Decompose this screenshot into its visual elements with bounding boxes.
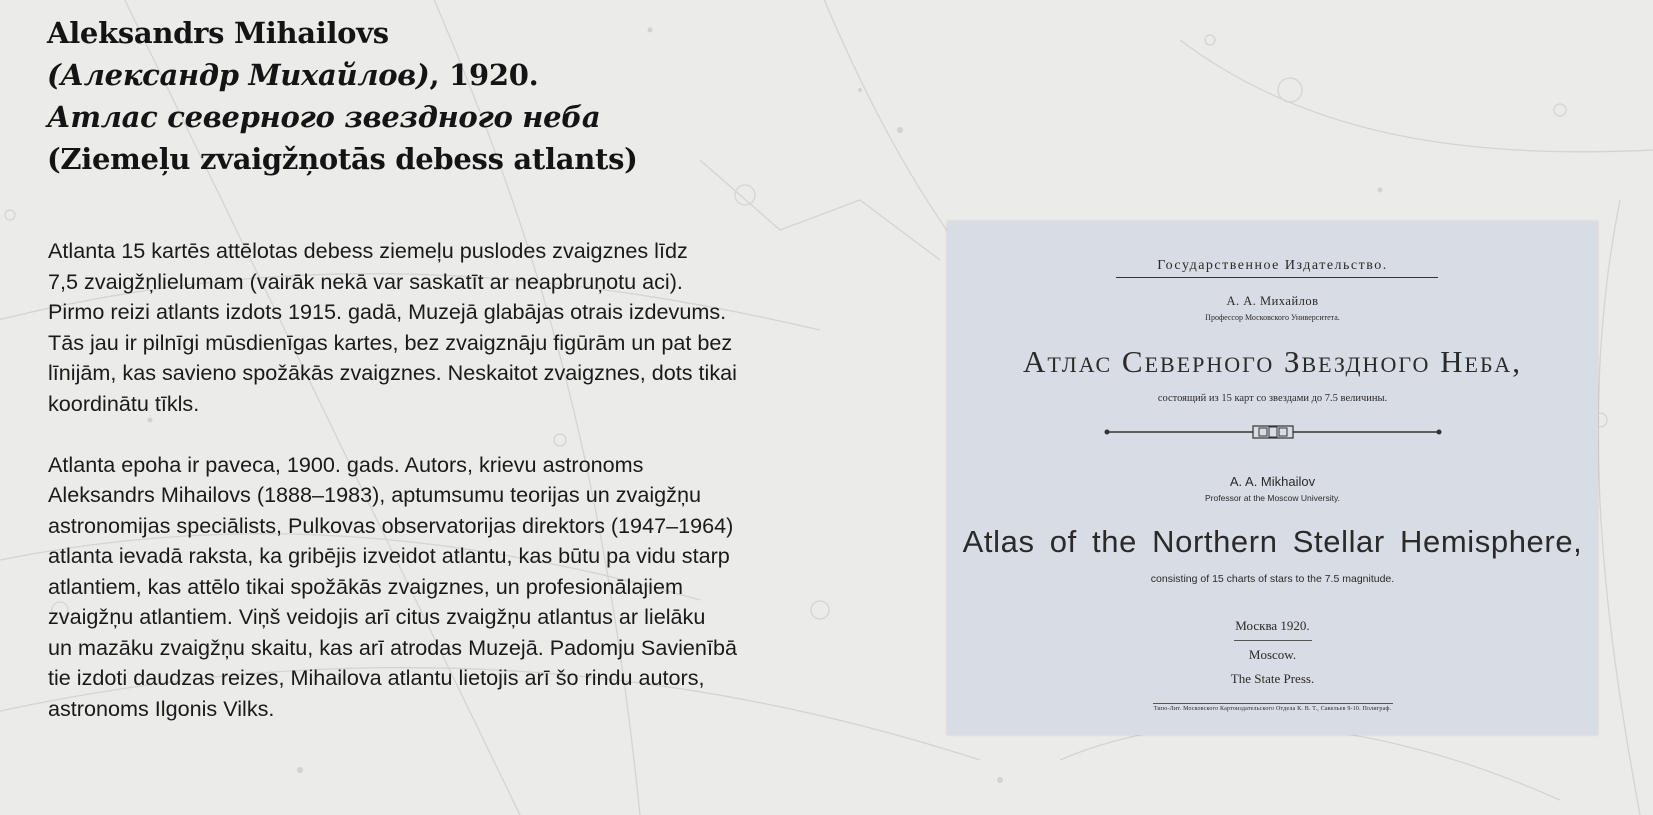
heading-year: , 1920.: [429, 58, 539, 92]
text-line: astronomijas speciālists, Pulkovas observatorijas direktors (1947–1964): [48, 512, 734, 538]
ornament-divider: [1103, 424, 1443, 440]
title-en: Atlas of the Northern Stellar Hemisphere,: [962, 524, 1583, 559]
description-text: [48, 236, 848, 755]
subtitle-ru: состоящий из 15 карт со звездами до 7.5 величины.: [1157, 393, 1388, 404]
text-line: Atlanta 15 kartēs attēlotas debess ziemeļu puslodes zvaigznes līdz: [48, 238, 688, 263]
publisher-ru: Государственное Издательство.: [1157, 258, 1388, 273]
text-line: 7,5 zvaigžņlielumam (vairāk nekā var saskatīt ar neapbruņotu aci).: [48, 268, 683, 294]
page-heading: [47, 12, 827, 180]
city-en: Moscow.: [1248, 647, 1297, 662]
heading-title-russian: Атлас северного звездного неба: [47, 100, 601, 134]
text-line: Aleksandrs Mihailovs (1888–1983), aptumsumu teorijas un zvaigžņu: [48, 482, 701, 507]
heading-title-latvian: (Ziemeļu zvaigžņotās debess atlants): [47, 142, 638, 176]
text-line: līnijām, kas savieno spožākās zvaigznes. Neskaitot zvaigznes, dots tikai: [48, 360, 737, 385]
text-line: koordinātu tīkls.: [48, 390, 200, 416]
press-en: The State Press.: [1230, 671, 1315, 686]
title-ru: Атлас Северного Звездного Неба,: [1023, 344, 1522, 379]
heading-author-cyrillic: (Александр Михайлов): [47, 58, 430, 92]
text-line: Tās jau ir pilnīgi mūsdienīgas kartes, bez zvaigznāju figūrām un pat bez: [48, 329, 733, 355]
text-line: un mazāku zvaigžņu skaitu, kas arī atrodas Muzejā. Padomju Savienībā: [48, 634, 737, 660]
publisher-rule: [1116, 277, 1438, 278]
text-line: zvaigžņu atlantiem. Viņš veidojis arī citus zvaigžņu atlantus ar lielāku: [48, 604, 706, 629]
text-line: atlanta ievadā raksta, ka gribējis izveidot atlantu, kas būtu pa vidu starp: [48, 543, 730, 568]
text-line: Pirmo reizi atlants izdots 1915. gadā, Muzejā glabājas otrais izdevums.: [48, 299, 727, 324]
text-line: tie izdoti daudzas reizes, Mihailova atlantu lietojis arī šo rindu autors,: [48, 665, 705, 690]
paragraph-1: [48, 236, 848, 419]
imprint-rule: [1153, 703, 1393, 704]
subtitle-en: consisting of 15 charts of stars to the 7.5 magnitude.: [1150, 573, 1395, 585]
position-ru: Профессор Московского Университета.: [1205, 313, 1340, 322]
city-rule: [1234, 640, 1312, 641]
paragraph-2: [48, 450, 848, 725]
heading-author-cyrillic-year: [47, 54, 827, 96]
author-ru: А. А. Михайлов: [1226, 294, 1319, 308]
imprint-line: Типо-Лит. Московского Картоиздательского Отдела К. В. Т., Савельев 9-10. Полиграф.: [1153, 706, 1392, 712]
text-line: atlantiem, kas attēlo tikai spožākās zvaigznes, un profesionālajiem: [48, 573, 683, 599]
text-line: Atlanta epoha ir paveca, 1900. gads. Autors, krievu astronoms: [48, 451, 644, 477]
atlas-title-page-photo: [947, 221, 1598, 735]
heading-author-latin: Aleksandrs Mihailovs: [47, 16, 389, 50]
text-line: astronoms Ilgonis Vilks.: [48, 695, 275, 721]
position-en: Professor at the Moscow University.: [1205, 493, 1340, 503]
author-en: A. A. Mikhailov: [1229, 474, 1316, 489]
city-year-ru: Москва 1920.: [1235, 618, 1310, 633]
